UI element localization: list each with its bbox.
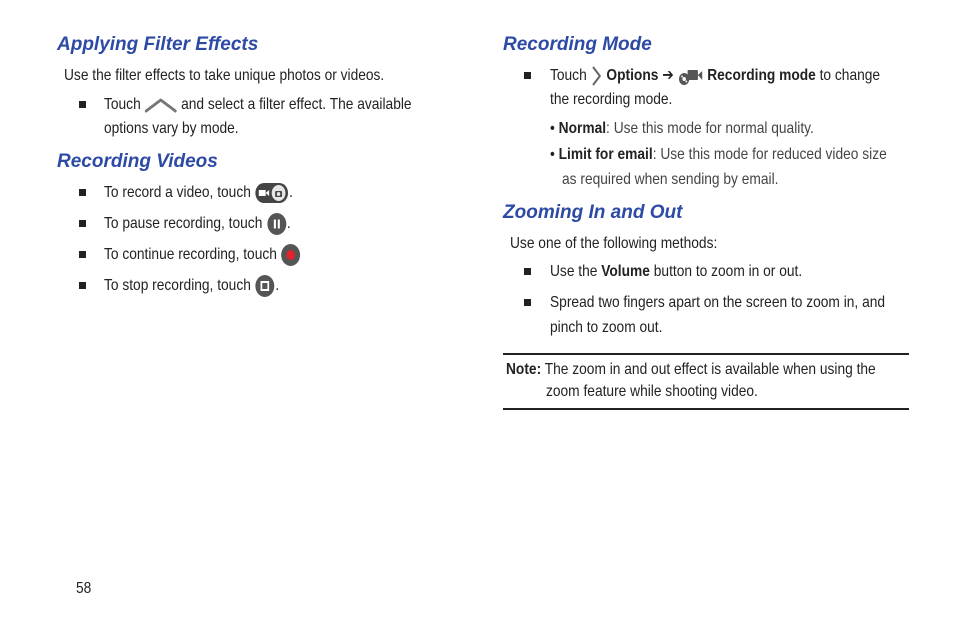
filter-bullet-line1: Touch and select a filter effect. The available bbox=[104, 96, 412, 113]
heading-zooming: Zooming In and Out bbox=[503, 202, 683, 223]
bullet-square bbox=[79, 220, 86, 227]
pause-icon[interactable] bbox=[266, 212, 287, 236]
mode-bullet-line1: Touch Options ➔ Recording mode to change bbox=[550, 64, 934, 88]
stop-icon[interactable] bbox=[255, 274, 276, 298]
continue-bullet: To continue recording, touch bbox=[104, 243, 333, 267]
bullet-square bbox=[79, 101, 86, 108]
chevron-right-icon[interactable] bbox=[591, 65, 603, 87]
bullet-square bbox=[79, 189, 86, 196]
bullet-square bbox=[524, 72, 531, 79]
record-video-toggle-icon[interactable] bbox=[255, 182, 289, 204]
heading-recording-mode: Recording Mode bbox=[503, 34, 652, 55]
mode-limit-line2: as required when sending by email. bbox=[562, 171, 779, 188]
zoom-bullet-pinch-line2: pinch to zoom out. bbox=[550, 319, 663, 336]
record-icon[interactable] bbox=[281, 243, 302, 267]
note-line2: zoom feature while shooting video. bbox=[546, 383, 758, 400]
mode-bullet-line2: the recording mode. bbox=[550, 91, 673, 108]
note-line1: Note: The zoom in and out effect is available when using the bbox=[506, 361, 876, 378]
bullet-square bbox=[524, 299, 531, 306]
heading-recording-videos: Recording Videos bbox=[57, 151, 218, 172]
filter-intro: Use the filter effects to take unique photos or videos. bbox=[64, 67, 385, 84]
pause-bullet: To pause recording, touch . bbox=[104, 212, 321, 236]
note-top-rule bbox=[503, 353, 909, 355]
bullet-square bbox=[79, 282, 86, 289]
stop-bullet: To stop recording, touch . bbox=[104, 274, 308, 298]
note-bottom-rule bbox=[503, 408, 909, 410]
mode-limit-item: • Limit for email: Use this mode for reduced video size bbox=[550, 146, 887, 163]
mode-normal-item: • Normal: Use this mode for normal quality. bbox=[550, 120, 814, 137]
chevron-up-icon[interactable] bbox=[145, 97, 178, 113]
bullet-square bbox=[524, 268, 531, 275]
heading-applying-filter-effects: Applying Filter Effects bbox=[57, 34, 259, 55]
bullet-square bbox=[79, 251, 86, 258]
zoom-intro: Use one of the following methods: bbox=[510, 235, 718, 252]
record-bullet: To record a video, touch . bbox=[104, 181, 324, 205]
recording-mode-icon[interactable] bbox=[678, 66, 704, 86]
page-number: 58 bbox=[76, 580, 92, 597]
zoom-bullet-pinch-line1: Spread two fingers apart on the screen to zoom in, and bbox=[550, 294, 886, 311]
filter-bullet-line2: options vary by mode. bbox=[104, 120, 239, 137]
zoom-bullet-volume: Use the Volume button to zoom in or out. bbox=[550, 263, 803, 280]
